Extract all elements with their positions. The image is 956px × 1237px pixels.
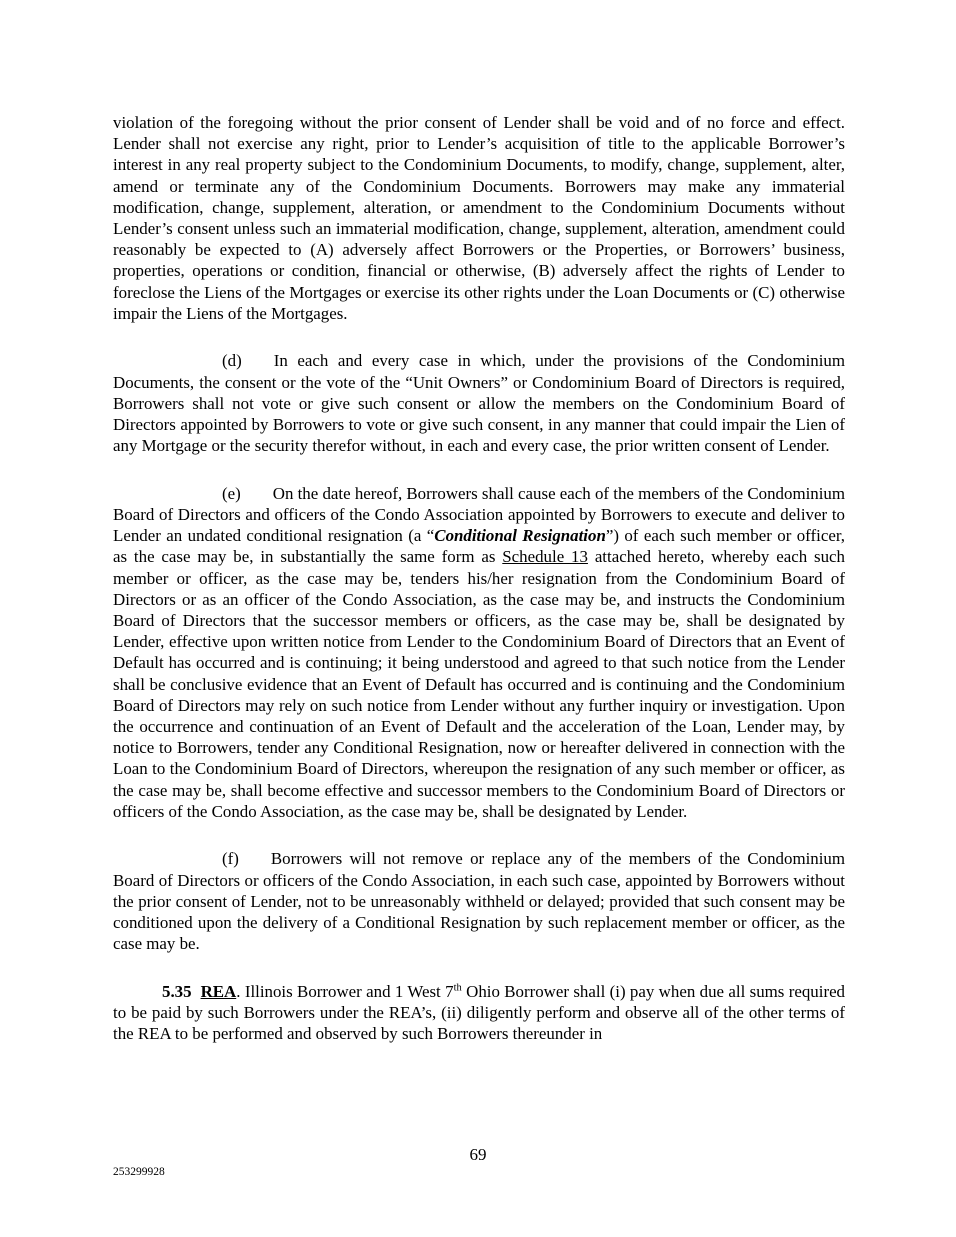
text-run: Conditional Resignation xyxy=(434,526,606,546)
paragraph-continuation xyxy=(113,112,845,324)
text-run: Borrowers will not remove or replace any of the members of the Condominium Board of Directors or officers of the Condo Association, in each such case, appointed by Borrowers without the prior consent of Lender, not to be unreasonably withheld or delayed; provided that such consent may be conditioned upon the delivery of a Conditional Resignation by such replacement member or officer, as the case may be. xyxy=(113,849,845,954)
tab-space xyxy=(239,843,271,864)
text-run: ”) of each such member or officer, as the case may be, in substantially the same form as xyxy=(113,526,845,567)
text-run: Ohio Borrower shall (i) pay when due all sums required to be paid by such Borrowers under the REA’s, (ii) diligently perform and observe all of the other terms of the REA to be performed and observed by such Borrowers thereunder in xyxy=(113,981,846,1044)
text-run: (f) xyxy=(222,849,239,869)
text-run: th xyxy=(453,982,462,994)
text-run: On the date hereof, Borrowers shall cause each of the members of the Condominium Board of Directors and officers of the Condo Association appointed by Borrowers to execute and deliver to Lender an undated conditional resignation (a “ xyxy=(113,483,845,546)
tab-space xyxy=(242,345,274,366)
document-body xyxy=(113,112,845,1044)
tab-space xyxy=(192,976,201,997)
paragraph-d xyxy=(113,345,845,456)
paragraph-section-5-35 xyxy=(113,976,845,1045)
text-run: REA xyxy=(200,981,237,1001)
tab-space xyxy=(241,478,273,499)
text-run: attached hereto, whereby each such member or officer, as the case may be, tenders his/her resignation from the Condominium Board of Directors or as an officer of the Condo Association, as the case may be, and instructs the Condominium Board of Directors that the successor members or officers, as the case may be, shall be designated by Lender, effective upon written notice from Lender to the Condominium Board of Directors that an Event of Default has occurred and is continuing; it being understood and agreed to that such notice from the Lender shall be conclusive evidence that an Event of Default has occurred and is continuing and the Condominium Board of Directors may rely on such notice from Lender without any further inquiry or investigation. Upon the occurrence and continuation of an Event of Default and the acceleration of the Loan, Lender may, by notice to Borrowers, tender any Conditional Resignation, now or hereafter delivered in connection with the Loan to the Condominium Board of Directors, whereupon the resignation of any such member or officer, as the case may be, shall become effective and successor members to the Condominium Board of Directors or officers of the Condo Association, as the case may be, shall be designated by Lender. xyxy=(113,547,846,821)
text-run: In each and every case in which, under the provisions of the Condominium Documents, the consent or the vote of the “Unit Owners” or Condominium Board of Directors is required, Borrowers shall not vote or give such consent or allow the members on the Condominium Board of Directors appointed by Borrowers to vote or give such consent, in any manner that could impair the Lien of any Mortgage or the security therefor without, in each and every case, the prior written consent of Lender. xyxy=(113,351,845,456)
paragraph-f xyxy=(113,843,845,954)
page-number: 69 xyxy=(469,1145,487,1164)
paragraph-e xyxy=(113,478,845,822)
text-run: Schedule 13 xyxy=(502,547,588,567)
text-run: (d) xyxy=(222,351,242,371)
text-run: . Illinois Borrower and 1 West 7 xyxy=(236,981,454,1001)
text-run: 5.35 xyxy=(162,981,192,1001)
document-id-footer: 253299928 xyxy=(113,1166,165,1178)
text-run: violation of the foregoing without the prior consent of Lender shall be void and of no force and effect. Lender shall not exercise any right, prior to Lender’s acquisition of title to the applicable Borrower’s interest in any real property subject to the Condominium Documents, to modify, change, supplement, alter, amend or terminate any of the Condominium Documents. Borrowers may make any immaterial modification, change, supplement, alteration, or amendment to the Condominium Documents without Lender’s consent unless such an immaterial modification, change, supplement, alteration, amendment could reasonably be expected to (A) adversely affect Borrowers or the Properties, or Borrowers’ business, properties, operations or condition, financial or otherwise, (B) adversely affect the rights of Lender to foreclose the Liens of the Mortgages or exercise its other rights under the Loan Documents or (C) otherwise impair the Liens of the Mortgages. xyxy=(113,113,845,323)
text-run: (e) xyxy=(222,483,241,503)
